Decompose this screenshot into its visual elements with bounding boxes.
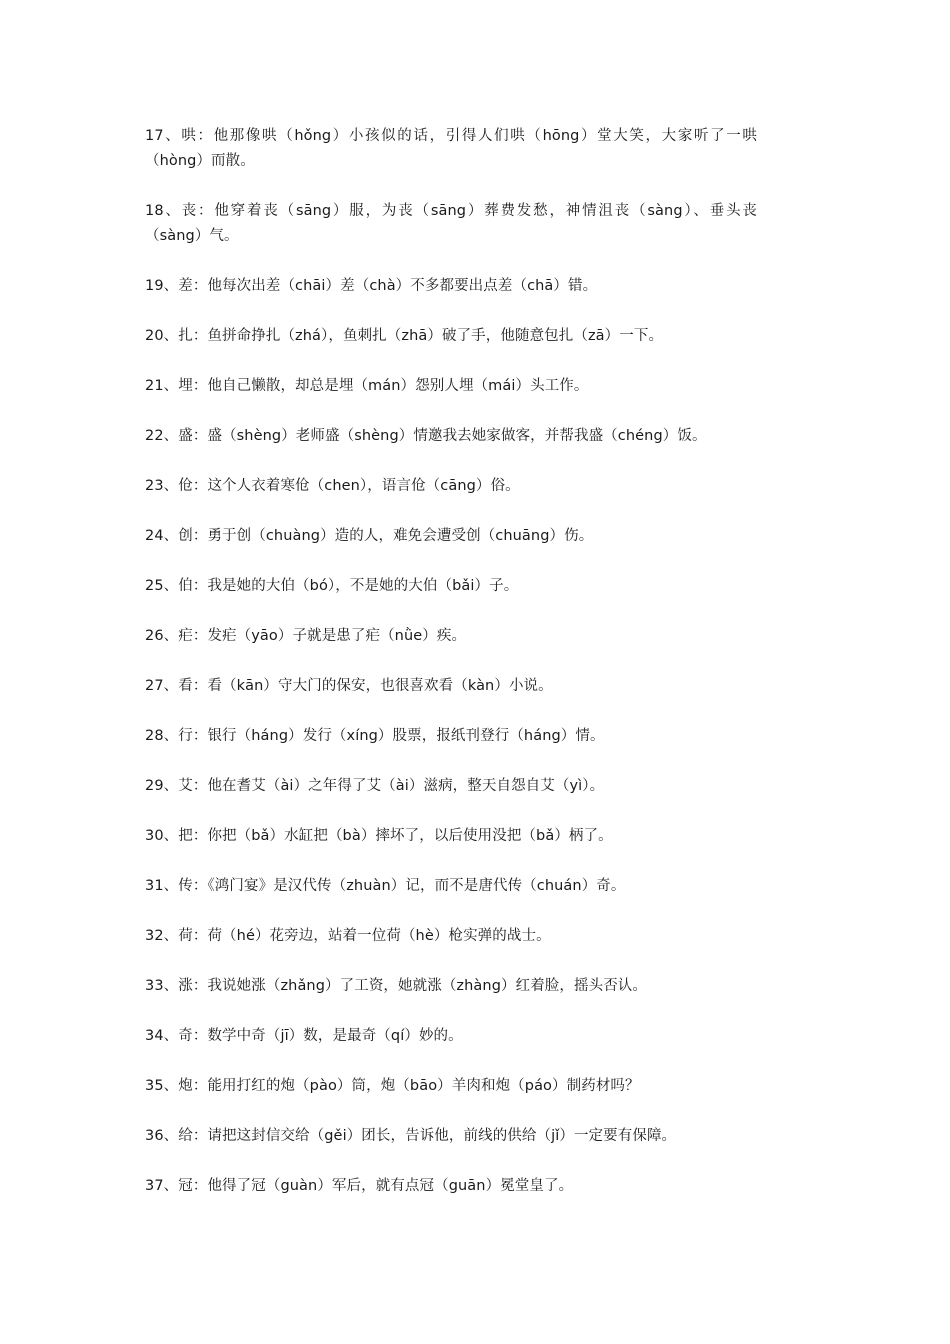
- list-item: 23、伧：这个人衣着寒伧（chen），语言伧（cāng）俗。: [145, 478, 520, 494]
- list-item: 34、奇：数学中奇（jī）数，是最奇（qí）妙的。: [145, 1028, 463, 1044]
- list-item: 18、丧：他穿着丧（sāng）服，为丧（sāng）葬费发愁，神情沮丧（sàng）、垂头丧（sàng）气。: [145, 203, 757, 244]
- list-item: 22、盛：盛（shèng）老师盛（shèng）情邀我去她家做客，并帮我盛（chéng）饭。: [145, 428, 707, 444]
- list-item: 28、行：银行（háng）发行（xíng）股票，报纸刊登行（háng）情。: [145, 728, 605, 744]
- list-item: 36、给：请把这封信交给（gěi）团长，告诉他，前线的供给（jǐ）一定要有保障。: [145, 1128, 677, 1144]
- list-item: 35、炮：能用打红的炮（pào）筒，炮（bāo）羊肉和炮（páo）制药材吗？: [145, 1078, 640, 1094]
- polyphonic-character-list: [145, 124, 757, 1224]
- list-item: 29、艾：他在耆艾（ài）之年得了艾（ài）滋病，整天自怨自艾（yì）。: [145, 778, 605, 794]
- list-item: 26、疟：发疟（yāo）子就是患了疟（nǜe）疾。: [145, 628, 467, 644]
- list-item: 25、伯：我是她的大伯（bó），不是她的大伯（bǎi）子。: [145, 578, 519, 594]
- list-item: 27、看：看（kān）守大门的保安，也很喜欢看（kàn）小说。: [145, 678, 553, 694]
- list-item: 21、埋：他自己懒散，却总是埋（mán）怨别人埋（mái）头工作。: [145, 378, 589, 394]
- list-item: 32、荷：荷（hé）花旁边，站着一位荷（hè）枪实弹的战士。: [145, 928, 551, 944]
- list-item: 19、差：他每次出差（chāi）差（chà）不多都要出点差（chā）错。: [145, 278, 598, 294]
- list-item: 17、哄：他那像哄（hǒng）小孩似的话，引得人们哄（hōng）堂大笑，大家听了一哄（hòng）而散。: [145, 128, 757, 169]
- list-item: 20、扎：鱼拼命挣扎（zhá），鱼刺扎（zhā）破了手，他随意包扎（zā）一下。: [145, 328, 664, 344]
- list-item: 30、把：你把（bǎ）水缸把（bà）摔坏了，以后使用没把（bǎ）柄了。: [145, 828, 613, 844]
- list-item: 33、涨：我说她涨（zhǎng）了工资，她就涨（zhàng）红着脸，摇头否认。: [145, 978, 648, 994]
- list-item: 24、创：勇于创（chuàng）造的人，难免会遭受创（chuāng）伤。: [145, 528, 594, 544]
- list-item: 31、传：《鸿门宴》是汉代传（zhuàn）记，而不是唐代传（chuán）奇。: [145, 878, 626, 894]
- list-item: 37、冠：他得了冠（guàn）军后，就有点冠（guān）冕堂皇了。: [145, 1178, 574, 1194]
